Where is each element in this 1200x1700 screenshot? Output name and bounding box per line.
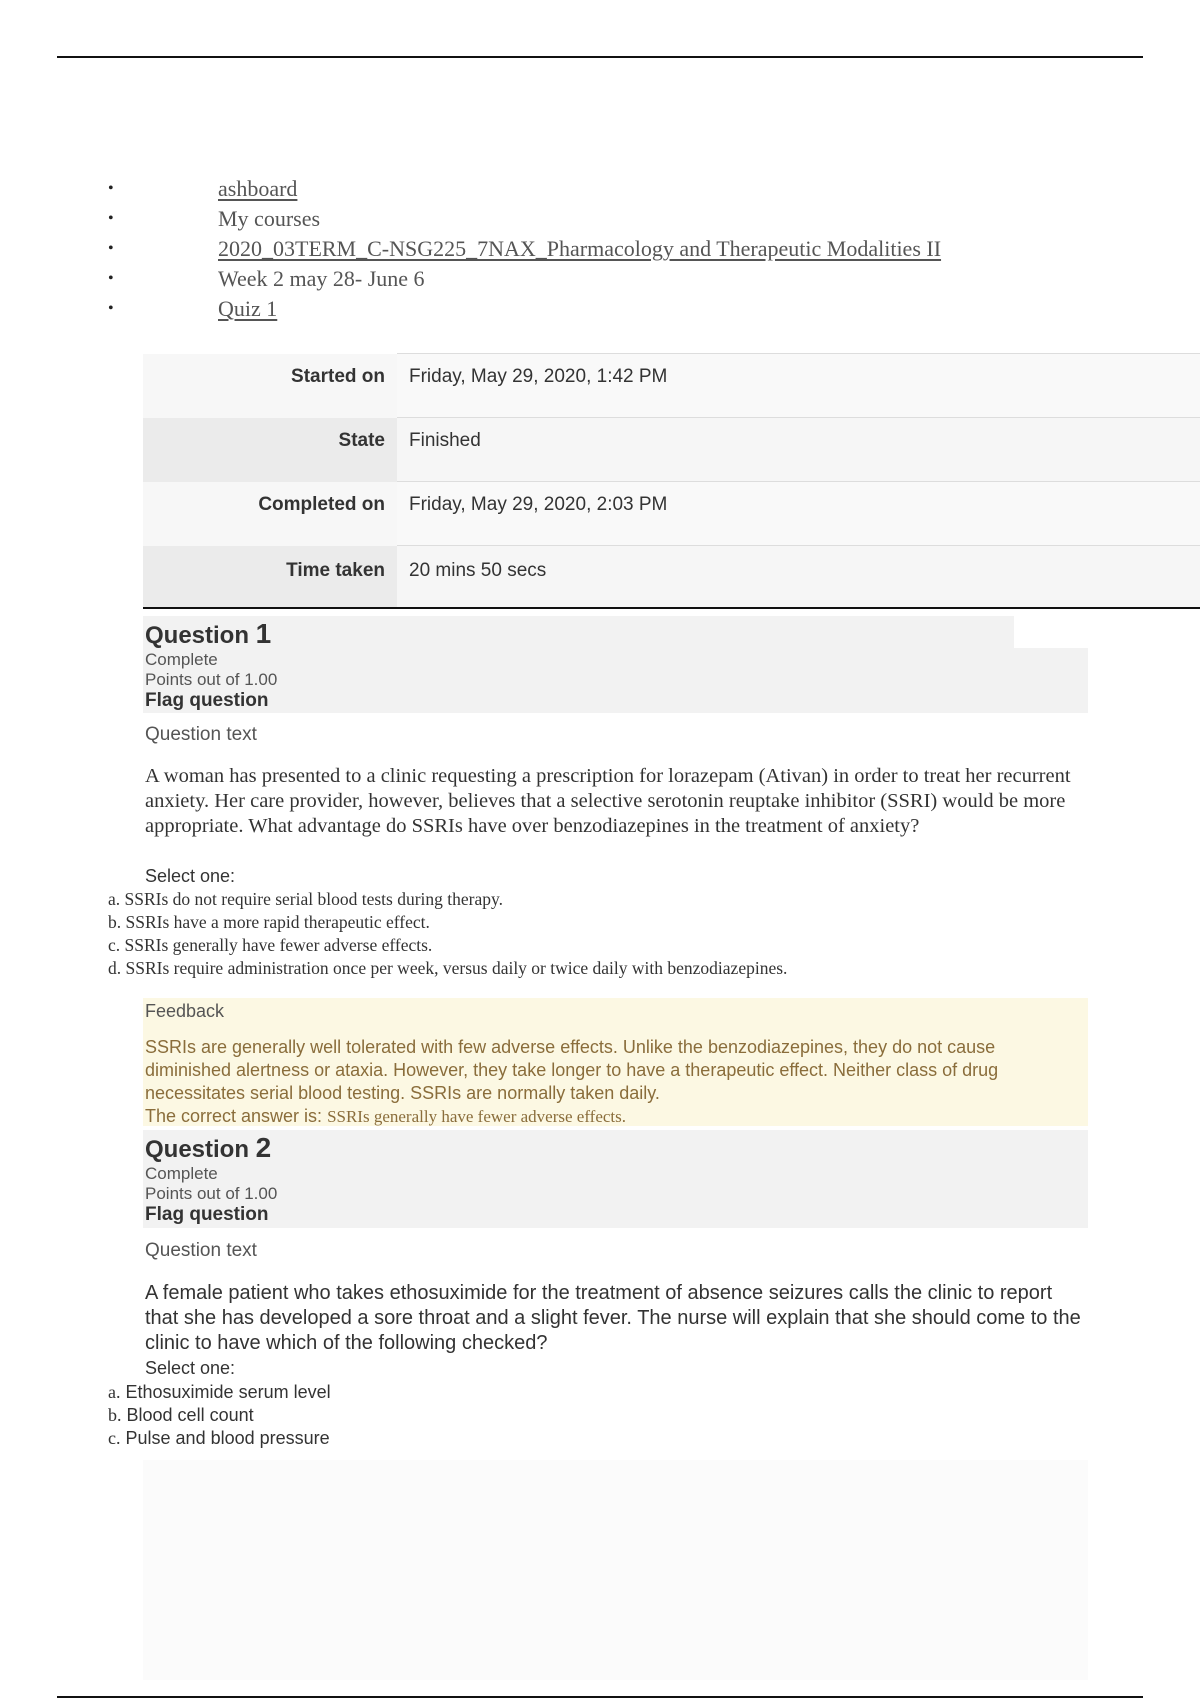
bullet-icon: • [108, 270, 114, 287]
breadcrumb-link-course[interactable]: 2020_03TERM_C-NSG225_7NAX_Pharmacology and Therapeutic Modalities II [218, 236, 942, 261]
breadcrumb-item-dashboard [0, 174, 941, 204]
answer-option-c[interactable]: c. SSRIs generally have fewer adverse effects. [108, 935, 433, 955]
question-state: Complete [145, 650, 218, 669]
question-1-text: A woman has presented to a clinic requesting a prescription for lorazepam (Ativan) in order to treat her recurrent anxiety. Her care provider, however, believes that a selective serotonin reuptake inhibitor (SSRI) would be more appropriate. What advantage do SSRIs have over benzodiazepines in the treatment of anxiety? [145, 765, 1071, 837]
question-grade: Points out of 1.00 [145, 670, 278, 689]
breadcrumb [0, 174, 941, 324]
breadcrumb-item-week [0, 264, 941, 294]
select-one-label: Select one: [145, 1358, 236, 1378]
question-number: Question 2 [145, 1132, 272, 1163]
answer-option-b[interactable]: b. Blood cell count [108, 1405, 254, 1425]
question-text-label: Question text [145, 1240, 257, 1261]
breadcrumb-text-week: Week 2 may 28- June 6 [218, 266, 425, 291]
faded-background [143, 1460, 1088, 1680]
bullet-icon: • [108, 240, 114, 257]
question-state: Complete [145, 1164, 218, 1183]
answer-option-c[interactable]: c. Pulse and blood pressure [108, 1428, 330, 1448]
flag-question-link[interactable]: Flag question [145, 690, 269, 711]
summary-label: State [143, 418, 397, 482]
question-2-options [108, 1381, 331, 1450]
question-1-info [143, 616, 1088, 713]
summary-value: Friday, May 29, 2020, 1:42 PM [397, 354, 1200, 418]
question-2-text: A female patient who takes ethosuximide for the treatment of absence seizures calls the clinic to report that she has developed a sore throat and a slight fever. The nurse will explain that she should come to the clinic to have which of the following checked? [145, 1282, 1081, 1354]
summary-row-started [143, 354, 1200, 418]
bottom-rule [57, 1696, 1143, 1698]
correct-answer: The correct answer is: SSRIs generally have fewer adverse effects. [145, 1106, 627, 1126]
summary-label: Started on [143, 354, 397, 418]
bullet-icon: • [108, 300, 114, 317]
answer-option-b[interactable]: b. SSRIs have a more rapid therapeutic effect. [108, 912, 430, 932]
breadcrumb-item-quiz [0, 294, 941, 324]
question-number: Question 1 [145, 618, 272, 649]
breadcrumb-item-my-courses [0, 204, 941, 234]
breadcrumb-link-quiz[interactable]: Quiz 1 [218, 296, 278, 321]
question-1-feedback [143, 998, 1088, 1126]
info-notch [1014, 616, 1088, 648]
quiz-review-summary [143, 353, 1200, 609]
breadcrumb-link-dashboard[interactable]: ashboard [218, 176, 298, 201]
summary-row-state [143, 418, 1200, 482]
summary-value: Finished [397, 418, 1200, 482]
summary-label: Time taken [143, 546, 397, 608]
summary-row-time-taken [143, 546, 1200, 608]
question-text-label: Question text [145, 724, 257, 745]
question-1-options [108, 888, 787, 980]
breadcrumb-item-course [0, 234, 941, 264]
summary-row-completed [143, 482, 1200, 546]
answer-option-a[interactable]: a. SSRIs do not require serial blood tests during therapy. [108, 889, 503, 909]
bullet-icon: • [108, 180, 114, 197]
answer-option-a[interactable]: a. Ethosuximide serum level [108, 1382, 331, 1402]
feedback-label: Feedback [145, 1001, 225, 1021]
flag-question-link[interactable]: Flag question [145, 1204, 269, 1225]
breadcrumb-text-my-courses: My courses [218, 206, 321, 231]
summary-label: Completed on [143, 482, 397, 546]
top-rule [57, 56, 1143, 58]
summary-value: Friday, May 29, 2020, 2:03 PM [397, 482, 1200, 546]
bullet-icon: • [108, 210, 114, 227]
answer-option-d[interactable]: d. SSRIs require administration once per week, versus daily or twice daily with benzodiazepines. [108, 958, 788, 978]
summary-value: 20 mins 50 secs [397, 546, 1200, 608]
question-2-info [143, 1130, 1088, 1228]
feedback-text: SSRIs are generally well tolerated with few adverse effects. Unlike the benzodiazepines, they do not cause diminished alertness or ataxia. However, they take longer to have a therapeutic effect. Neither class of drug necessitates serial blood testing. SSRIs are normally taken daily. [145, 1037, 999, 1103]
question-grade: Points out of 1.00 [145, 1184, 278, 1203]
select-one-label: Select one: [145, 866, 236, 886]
